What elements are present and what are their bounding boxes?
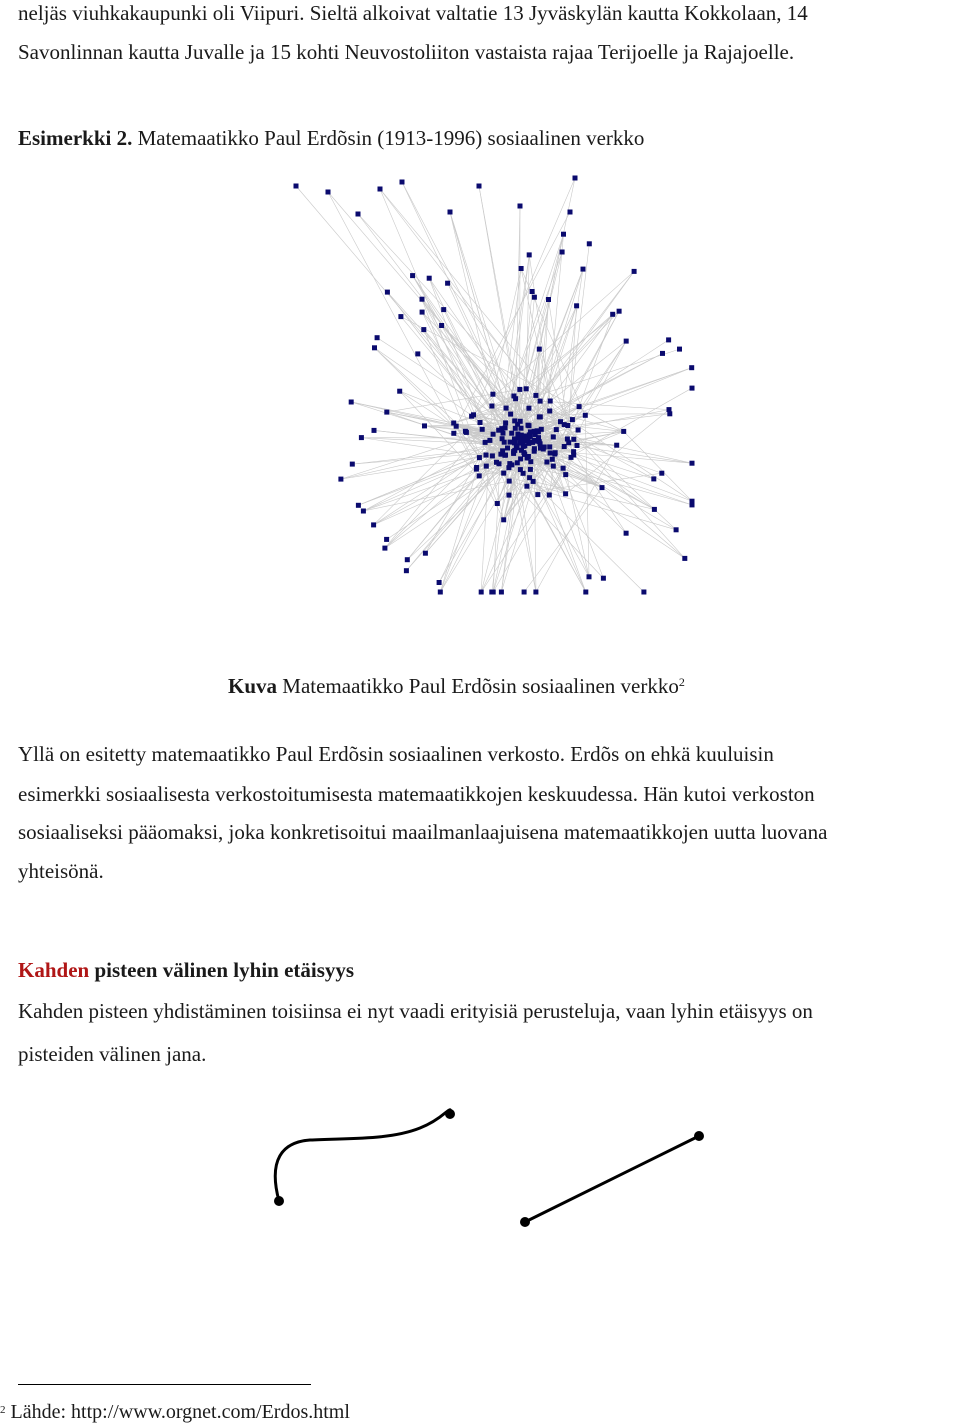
network-node [563, 472, 568, 477]
caption-footnote-ref: 2 [678, 675, 685, 689]
caption-label: Kuva [228, 674, 278, 698]
network-node [404, 568, 409, 573]
network-node [674, 527, 679, 532]
network-node [509, 431, 514, 436]
network-node [524, 484, 529, 489]
paragraph1-line-4: yhteisönä. [18, 859, 104, 883]
network-edge [574, 388, 692, 455]
network-node [372, 345, 377, 350]
section-heading-rest: pisteen välinen lyhin etäisyys [89, 958, 355, 982]
network-node [420, 310, 425, 315]
network-node [690, 386, 695, 391]
network-node [561, 466, 566, 471]
network-node [477, 184, 482, 189]
network-node [551, 434, 556, 439]
network-node [574, 303, 579, 308]
network-node [660, 351, 665, 356]
network-edge [328, 192, 529, 426]
network-node [568, 210, 573, 215]
paragraph1-line-3: sosiaaliseksi pääomaksi, joka konkretisoitui maailmanlaajuisena matemaatikkojen uutta luovana [18, 820, 828, 844]
network-node [565, 423, 570, 428]
network-node [519, 266, 524, 271]
network-edge [387, 464, 499, 540]
network-node [522, 590, 527, 595]
network-node [504, 406, 509, 411]
distance-illustration [260, 1100, 720, 1235]
network-node [570, 417, 575, 422]
network-node [490, 453, 495, 458]
network-node [548, 451, 553, 456]
network-node [600, 485, 605, 490]
network-node [689, 365, 694, 370]
network-node [491, 432, 496, 437]
network-node [484, 453, 489, 458]
network-node [561, 232, 566, 237]
network-node [562, 444, 567, 449]
network-node [547, 493, 552, 498]
example-label: Esimerkki 2. [18, 126, 133, 150]
network-node [524, 386, 529, 391]
intro-line-1: neljäs viuhkakaupunki oli Viipuri. Sieltä alkoivat valtatie 13 Jyväskylän kautta Kokkolaan, 14 [18, 1, 808, 25]
network-node [483, 440, 488, 445]
footnote-number: 2 [0, 1404, 6, 1416]
curved-path-end-point [445, 1109, 455, 1119]
segment-start-point [520, 1217, 530, 1227]
section-heading-accent: Kahden [18, 958, 90, 982]
network-node [500, 448, 505, 453]
network-node [547, 409, 552, 414]
network-node [378, 187, 383, 192]
erdos-network-graph [280, 172, 700, 602]
network-edge [374, 348, 466, 433]
network-node [499, 590, 504, 595]
network-node [667, 411, 672, 416]
network-edge [479, 186, 516, 399]
network-node [477, 473, 482, 478]
network-node [528, 432, 533, 437]
network-node [690, 461, 695, 466]
network-node [521, 471, 526, 476]
network-node [554, 427, 559, 432]
network-node [522, 443, 527, 448]
network-node [571, 437, 576, 442]
network-node [451, 421, 456, 426]
network-node [550, 457, 555, 462]
network-node [651, 476, 656, 481]
network-node [536, 435, 541, 440]
network-node [571, 449, 576, 454]
network-node [682, 556, 687, 561]
network-node [518, 204, 523, 209]
network-node [532, 295, 537, 300]
straight-segment [525, 1136, 699, 1222]
network-node [526, 454, 531, 459]
network-node [614, 443, 619, 448]
network-node [508, 412, 513, 417]
network-node [400, 180, 405, 185]
network-node [405, 557, 410, 562]
network-node [423, 551, 428, 556]
network-node [576, 428, 581, 433]
network-node [546, 297, 551, 302]
network-node [501, 517, 506, 522]
network-node [610, 312, 615, 317]
network-node [507, 493, 512, 498]
network-node [601, 576, 606, 581]
network-node [521, 450, 526, 455]
network-node [495, 501, 500, 506]
network-node [581, 267, 586, 272]
network-node [356, 212, 361, 217]
network-node [587, 574, 592, 579]
network-node [573, 176, 578, 181]
network-node [536, 429, 541, 434]
network-node [503, 420, 508, 425]
paragraph1-line-2: esimerkki sosiaalisesta verkostoitumisesta matemaatikkojen keskuudessa. Hän kutoi verkoston [18, 782, 815, 806]
network-node [577, 404, 582, 409]
network-node [384, 410, 389, 415]
network-edge [442, 326, 541, 417]
network-node [371, 522, 376, 527]
network-node [438, 590, 443, 595]
network-node [617, 309, 622, 314]
footnote-divider [18, 1384, 311, 1385]
network-node [624, 531, 629, 536]
network-node [508, 440, 513, 445]
network-node [490, 392, 495, 397]
network-node [502, 453, 507, 458]
network-node [526, 406, 531, 411]
network-node [522, 437, 527, 442]
network-node [505, 446, 510, 451]
network-edge [385, 429, 482, 548]
network-node [511, 451, 516, 456]
network-node [479, 590, 484, 595]
network-node [530, 440, 535, 445]
network-edge [358, 214, 520, 389]
network-node [560, 250, 565, 255]
network-node [532, 449, 537, 454]
network-node [527, 423, 532, 428]
network-edge [550, 341, 626, 453]
network-node [499, 426, 504, 431]
network-node [463, 429, 468, 434]
network-node [501, 471, 506, 476]
network-node [480, 427, 485, 432]
network-node [583, 590, 588, 595]
network-node [527, 252, 532, 257]
network-node [583, 413, 588, 418]
network-node [500, 436, 505, 441]
network-edge [351, 402, 454, 423]
network-node [512, 436, 517, 441]
paragraph2-line-2: pisteiden välinen jana. [18, 1042, 207, 1066]
network-node [547, 444, 552, 449]
network-node [422, 423, 427, 428]
network-edges [296, 178, 692, 592]
network-node [410, 273, 415, 278]
network-node [375, 335, 380, 340]
network-node [507, 479, 512, 484]
network-node [385, 290, 390, 295]
network-node [448, 210, 453, 215]
network-node [478, 420, 483, 425]
network-node [441, 307, 446, 312]
paragraph1-line-1: Yllä on esitetty matemaatikko Paul Erdõsin sosiaalinen verkosto. Erdõs on ehkä kuuluisin [18, 742, 774, 766]
network-node [445, 281, 450, 286]
network-node [541, 445, 546, 450]
network-edge [534, 451, 536, 592]
network-node [515, 445, 520, 450]
network-node [527, 475, 532, 480]
network-node [535, 492, 540, 497]
network-node [497, 461, 502, 466]
network-node [517, 387, 522, 392]
network-node [544, 460, 549, 465]
network-node [530, 289, 535, 294]
network-node [515, 422, 520, 427]
network-node [415, 351, 420, 356]
network-node [515, 460, 520, 465]
network-node [349, 400, 354, 405]
network-node [501, 431, 506, 436]
intro-line-2: Savonlinnan kautta Juvalle ja 15 kohti Neuvostoliiton vastaista rajaa Terijoelle ja Rajajoelle. [18, 40, 795, 64]
curved-path-start-point [274, 1196, 284, 1206]
segment-end-point [694, 1131, 704, 1141]
network-node [474, 467, 479, 472]
network-node [566, 440, 571, 445]
network-node [489, 404, 494, 409]
network-node [451, 431, 456, 436]
network-node [551, 464, 556, 469]
network-node [326, 190, 331, 195]
network-edge [474, 414, 670, 415]
network-node [537, 414, 542, 419]
network-node [484, 464, 489, 469]
network-node [382, 546, 387, 551]
network-node [621, 429, 626, 434]
network-node [677, 347, 682, 352]
network-node [666, 337, 671, 342]
network-node [652, 507, 657, 512]
network-node [641, 590, 646, 595]
network-edge [480, 311, 619, 422]
curved-path [275, 1110, 450, 1201]
network-node [420, 297, 425, 302]
network-edge [555, 341, 626, 453]
network-node [509, 462, 514, 467]
paragraph2-line-1: Kahden pisteen yhdistäminen toisiinsa ei nyt vaadi erityisiä perusteluja, vaan lyhin etäisyys on [18, 999, 813, 1023]
caption-text: Matemaatikko Paul Erdõsin sosiaalinen verkko [277, 674, 679, 698]
network-node [350, 462, 355, 467]
network-node [575, 443, 580, 448]
network-node [538, 399, 543, 404]
network-edge [424, 330, 467, 433]
network-node [587, 241, 592, 246]
network-node [398, 314, 403, 319]
network-node [491, 590, 496, 595]
network-node [338, 477, 343, 482]
network-node [439, 323, 444, 328]
network-node [361, 509, 366, 514]
network-node [372, 428, 377, 433]
network-node [624, 339, 629, 344]
network-node [513, 396, 518, 401]
network-node [294, 184, 299, 189]
network-node [384, 537, 389, 542]
network-node [359, 435, 364, 440]
network-node [487, 438, 492, 443]
network-edge [534, 368, 692, 432]
network-node [533, 393, 538, 398]
network-node [659, 471, 664, 476]
example-text: Matemaatikko Paul Erdõsin (1913-1996) sosiaalinen verkko [132, 126, 645, 150]
network-node [563, 491, 568, 496]
footnote-text: Lähde: http://www.orgnet.com/Erdos.html [5, 1401, 350, 1423]
network-node [437, 580, 442, 585]
network-node [477, 455, 482, 460]
network-node [528, 467, 533, 472]
figure-caption [228, 674, 685, 698]
network-node [632, 269, 637, 274]
network-node [421, 327, 426, 332]
network-node [548, 399, 553, 404]
network-node [537, 347, 542, 352]
network-node [427, 276, 432, 281]
network-node [471, 412, 476, 417]
network-node [397, 389, 402, 394]
section-heading [18, 959, 354, 982]
network-node [533, 590, 538, 595]
network-node [356, 503, 361, 508]
network-node [690, 499, 695, 504]
footnote [0, 1400, 350, 1424]
network-edge [624, 431, 692, 501]
network-node [552, 452, 557, 457]
example-title [18, 127, 644, 150]
